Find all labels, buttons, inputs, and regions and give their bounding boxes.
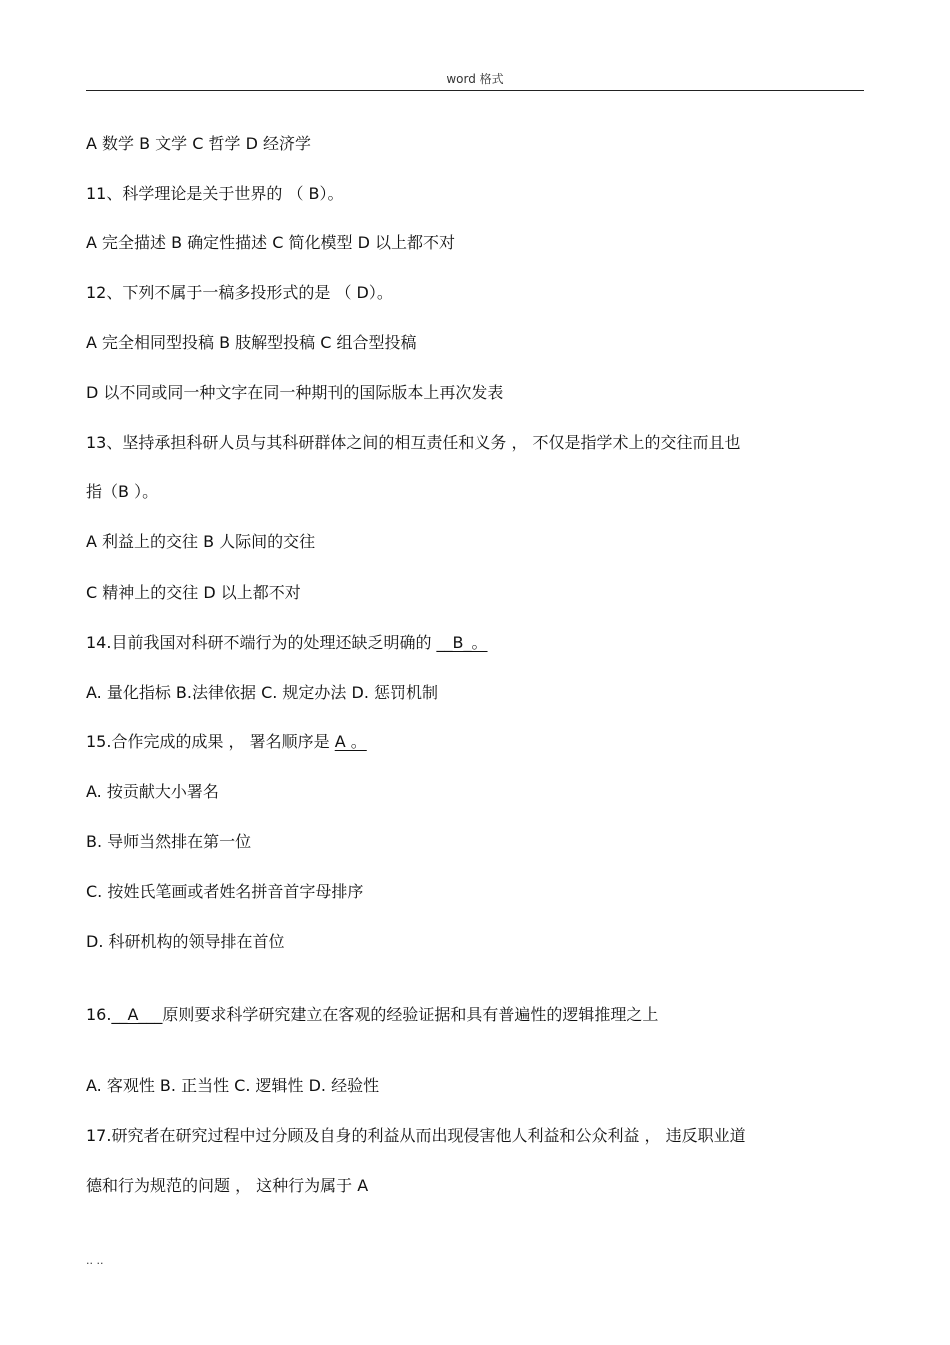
q17-question-line2: 德和行为规范的问题 ， 这种行为属于 A [86, 1176, 369, 1195]
q15-question-text: 15.合作完成的成果 ， 署名顺序是 [86, 732, 335, 751]
q13-options-ab: A 利益上的交往 B 人际间的交往 [86, 532, 316, 551]
q15-question [86, 732, 367, 752]
q14-question [86, 633, 488, 653]
q10-options: A 数学 B 文学 C 哲学 D 经济学 [86, 134, 312, 153]
q15-option-b: B. 导师当然排在第一位 [86, 832, 252, 851]
q15-answer-blank: A 。 [334, 732, 367, 751]
page-footer: .. .. [86, 1254, 104, 1267]
q13-options-cd: C 精神上的交往 D 以上都不对 [86, 583, 301, 602]
q16-question-text: 原则要求科学研究建立在客观的经验证据和具有普遍性的逻辑推理之上 [162, 1005, 659, 1024]
q13-question-line2: 指（B ）。 [86, 482, 159, 501]
header-divider [86, 90, 864, 91]
q14-options: A. 量化指标 B.法律依据 C. 规定办法 D. 惩罚机制 [86, 683, 438, 702]
q13-question-line1: 13、坚持承担科研人员与其科研群体之间的相互责任和义务 ， 不仅是指学术上的交往而且也 [86, 433, 741, 452]
q16-number: 16. [86, 1005, 112, 1024]
q12-options-abc: A 完全相同型投稿 B 肢解型投稿 C 组合型投稿 [86, 333, 417, 352]
page-header: word 格式 [446, 72, 504, 86]
q17-question-line1: 17.研究者在研究过程中过分顾及自身的利益从而出现侵害他人利益和公众利益 ， 违反职业道 [86, 1126, 746, 1145]
q15-option-a: A. 按贡献大小署名 [86, 782, 219, 801]
q14-question-text: 14.目前我国对科研不端行为的处理还缺乏明确的 [86, 633, 437, 652]
q14-answer-blank: __B_。 [436, 633, 488, 652]
q15-option-d: D. 科研机构的领导排在首位 [86, 932, 285, 951]
q11-options: A 完全描述 B 确定性描述 C 简化模型 D 以上都不对 [86, 233, 456, 252]
q12-question: 12、下列不属于一稿多投形式的是 （ D）。 [86, 283, 393, 302]
q16-question [86, 1005, 658, 1025]
q11-question: 11、科学理论是关于世界的 （ B）。 [86, 184, 344, 203]
q15-option-c: C. 按姓氏笔画或者姓名拼音首字母排序 [86, 882, 364, 901]
q16-answer-blank: __A___ [111, 1005, 163, 1024]
q16-options: A. 客观性 B. 正当性 C. 逻辑性 D. 经验性 [86, 1076, 380, 1095]
q12-option-d: D 以不同或同一种文字在同一种期刊的国际版本上再次发表 [86, 383, 504, 402]
